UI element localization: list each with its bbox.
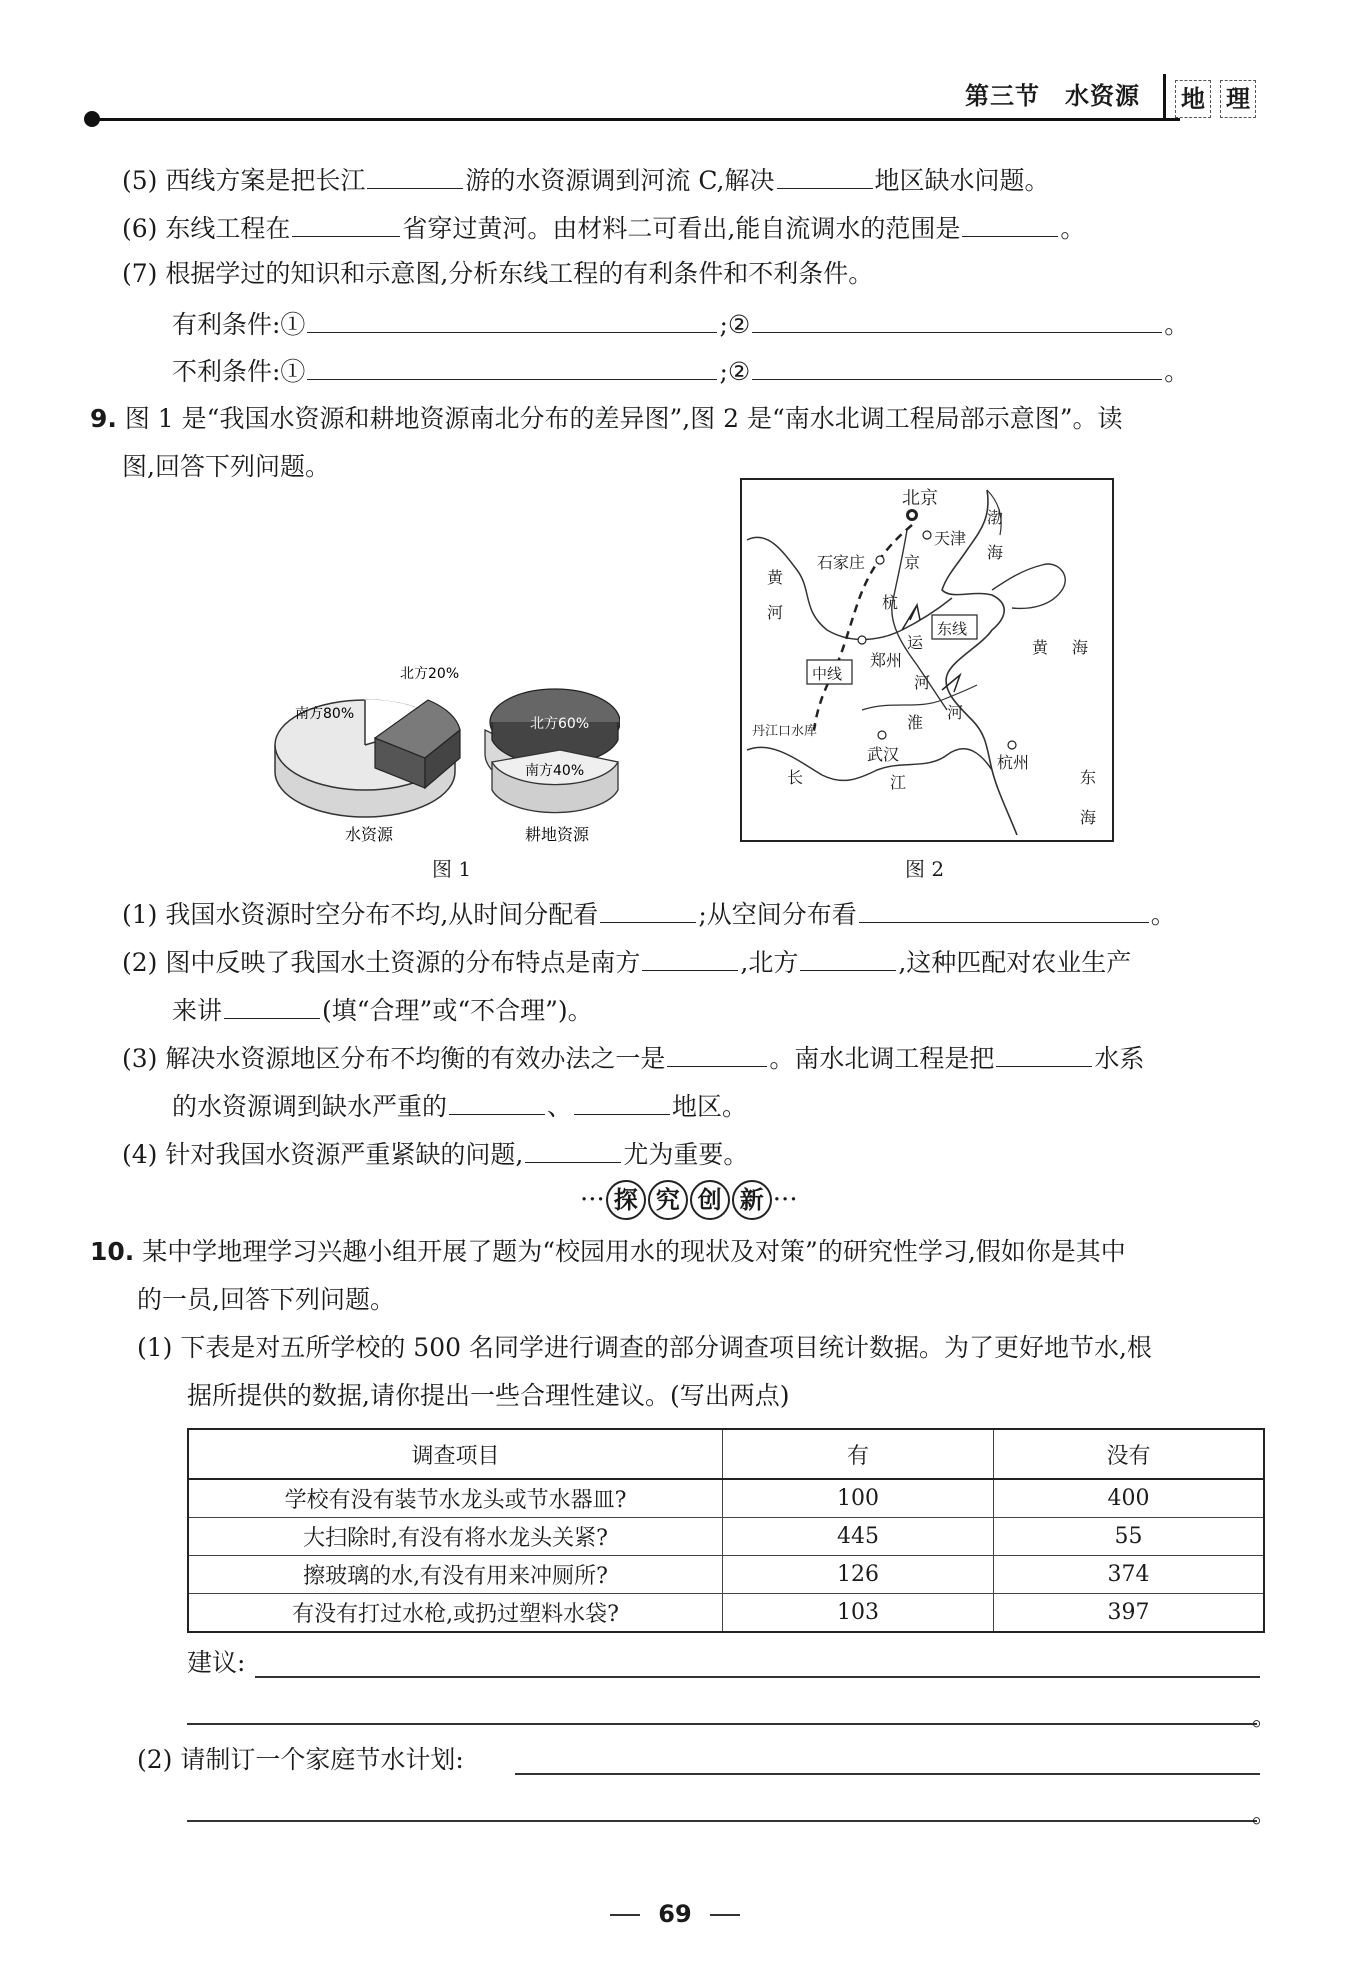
table-cell: 大扫除时,有没有将水龙头关紧?: [188, 1518, 723, 1556]
figure-1-pies: [260, 650, 620, 850]
plan-end: 。: [1252, 1799, 1278, 1828]
water-south-label: 南方80%: [295, 706, 355, 722]
east-line-label: 东线: [937, 620, 968, 638]
table-cell: 擦玻璃的水,有没有用来冲厕所?: [188, 1556, 723, 1594]
middle-line-label: 中线: [812, 665, 843, 683]
suggestion-end: 。: [1252, 1702, 1278, 1731]
q10-stem-1: 10. 某中学地理学习兴趣小组开展了题为“校园用水的现状及对策”的研究性学习,假如你是其中: [90, 1237, 1126, 1266]
plan-answer-line-2: [187, 1820, 1257, 1822]
table-header-row: [188, 1429, 1264, 1479]
city-beijing: 北京: [902, 488, 938, 509]
table-header-item: 调查项目: [188, 1429, 723, 1479]
water-north-label: 北方20%: [400, 666, 460, 682]
water-resource-pie: [275, 666, 460, 817]
q9-stem-2: 图,回答下列问题。: [122, 452, 330, 481]
huai-char-2: 河: [947, 703, 964, 722]
q9-item-4: (4) 针对我国水资源严重紧缺的问题, 尤为重要。: [122, 1136, 748, 1172]
bohai-char-1: 渤: [987, 508, 1004, 527]
subject-char-1: 地: [1175, 80, 1211, 118]
suggestion-answer-line-2: [187, 1723, 1257, 1725]
yellow-river-char-1: 黄: [767, 568, 784, 587]
header-divider: [1163, 74, 1166, 118]
suggestion-answer-line-1: [255, 1676, 1260, 1678]
city-zhengzhou: 郑州: [870, 651, 903, 670]
table-cell: 100: [723, 1479, 994, 1518]
banner-char-2: 究: [648, 1180, 688, 1220]
table-row: [188, 1594, 1264, 1633]
canal-char-2: 杭: [882, 593, 899, 612]
q8-item-5: (5) 西线方案是把长江 游的水资源调到河流 C,解决 地区缺水问题。: [122, 162, 1050, 198]
q10-item-1-line-2: 据所提供的数据,请你提出一些合理性建议。(写出两点): [187, 1381, 790, 1410]
danjiangkou-reservoir: 丹江口水库: [752, 724, 818, 739]
q9-item-3-line-2: 的水资源调到缺水严重的 、 地区。: [172, 1088, 747, 1124]
land-south-label: 南方40%: [525, 763, 585, 779]
q9-item-3-line-1: (3) 解决水资源地区分布不均衡的有效办法之一是 。南水北调工程是把 水系: [122, 1040, 1144, 1076]
table-cell: 103: [723, 1594, 994, 1633]
yangtze-char-1: 长: [787, 768, 804, 787]
q8-item-7: (7) 根据学过的知识和示意图,分析东线工程的有利条件和不利条件。: [122, 259, 874, 288]
favorable-conditions: 有利条件:① ;② 。: [172, 306, 1189, 342]
yellow-river-char-2: 河: [767, 603, 784, 622]
section-title: 第三节 水资源: [965, 81, 1140, 110]
table-header-yes: 有: [723, 1429, 994, 1479]
land-north-label: 北方60%: [530, 716, 590, 732]
q10-item-1-line-1: (1) 下表是对五所学校的 500 名同学进行调查的部分调查项目统计数据。为了更好地节水,根: [137, 1333, 1152, 1362]
q10-stem-2: 的一员,回答下列问题。: [137, 1285, 395, 1314]
water-resource-label: 水资源: [345, 825, 394, 844]
banner-char-1: 探: [606, 1180, 646, 1220]
yellow-sea-char-1: 黄: [1032, 638, 1049, 657]
q8-item-6: (6) 东线工程在 省穿过黄河。由材料二可看出,能自流调水的范围是 。: [122, 210, 1085, 246]
table-row: [188, 1518, 1264, 1556]
header-rule: [90, 118, 1180, 121]
q9-item-1: (1) 我国水资源时空分布不均,从时间分配看 ;从空间分布看 。: [122, 896, 1176, 932]
page-number: 69: [0, 1900, 1350, 1928]
canal-char-4: 河: [914, 673, 931, 692]
table-cell: 445: [723, 1518, 994, 1556]
table-row: [188, 1556, 1264, 1594]
q9-item-2-line-1: (2) 图中反映了我国水土资源的分布特点是南方 ,北方 ,这种匹配对农业生产: [122, 944, 1131, 980]
canal-char-1: 京: [904, 553, 921, 572]
unfavorable-conditions: 不利条件:① ;② 。: [172, 353, 1189, 389]
table-cell: 126: [723, 1556, 994, 1594]
city-hangzhou: 杭州: [997, 753, 1030, 772]
huai-char-1: 淮: [907, 713, 924, 732]
survey-table: [187, 1428, 1265, 1633]
table-cell: 374: [994, 1556, 1265, 1594]
land-resource-label: 耕地资源: [525, 825, 590, 844]
canal-char-3: 运: [907, 633, 924, 652]
yellow-sea-char-2: 海: [1072, 638, 1089, 657]
table-row: [188, 1479, 1264, 1518]
east-sea-char-2: 海: [1080, 808, 1097, 827]
banner-char-3: 创: [690, 1180, 730, 1220]
subject-char-2: 理: [1220, 80, 1256, 118]
table-cell: 55: [994, 1518, 1265, 1556]
plan-answer-line-1: [515, 1773, 1260, 1775]
suggestion-label: 建议:: [187, 1648, 246, 1677]
figure-2-caption: 图 2: [905, 857, 945, 881]
figure-1-caption: 图 1: [432, 857, 472, 881]
table-cell: 400: [994, 1479, 1265, 1518]
q9-item-2-line-2: 来讲 (填“合理”或“不合理”)。: [172, 992, 593, 1028]
city-shijiazhuang: 石家庄: [817, 553, 866, 572]
banner-char-4: 新: [732, 1180, 772, 1220]
section-banner: ··· 探 究 创 新 ···: [580, 1180, 798, 1220]
figure-2-map: [740, 478, 1114, 842]
city-wuhan: 武汉: [867, 745, 900, 764]
table-cell: 有没有打过水枪,或扔过塑料水袋?: [188, 1594, 723, 1633]
q9-stem-1: 9. 图 1 是“我国水资源和耕地资源南北分布的差异图”,图 2 是“南水北调工程局部示意图”。读: [90, 404, 1123, 433]
bohai-char-2: 海: [987, 543, 1004, 562]
table-cell: 397: [994, 1594, 1265, 1633]
q10-item-2: (2) 请制订一个家庭节水计划:: [137, 1745, 464, 1774]
table-header-no: 没有: [994, 1429, 1265, 1479]
yangtze-char-2: 江: [890, 773, 907, 792]
land-resource-pie: [485, 689, 620, 813]
city-tianjin: 天津: [934, 529, 967, 548]
table-cell: 学校有没有装节水龙头或节水器皿?: [188, 1479, 723, 1518]
east-sea-char-1: 东: [1080, 768, 1097, 787]
